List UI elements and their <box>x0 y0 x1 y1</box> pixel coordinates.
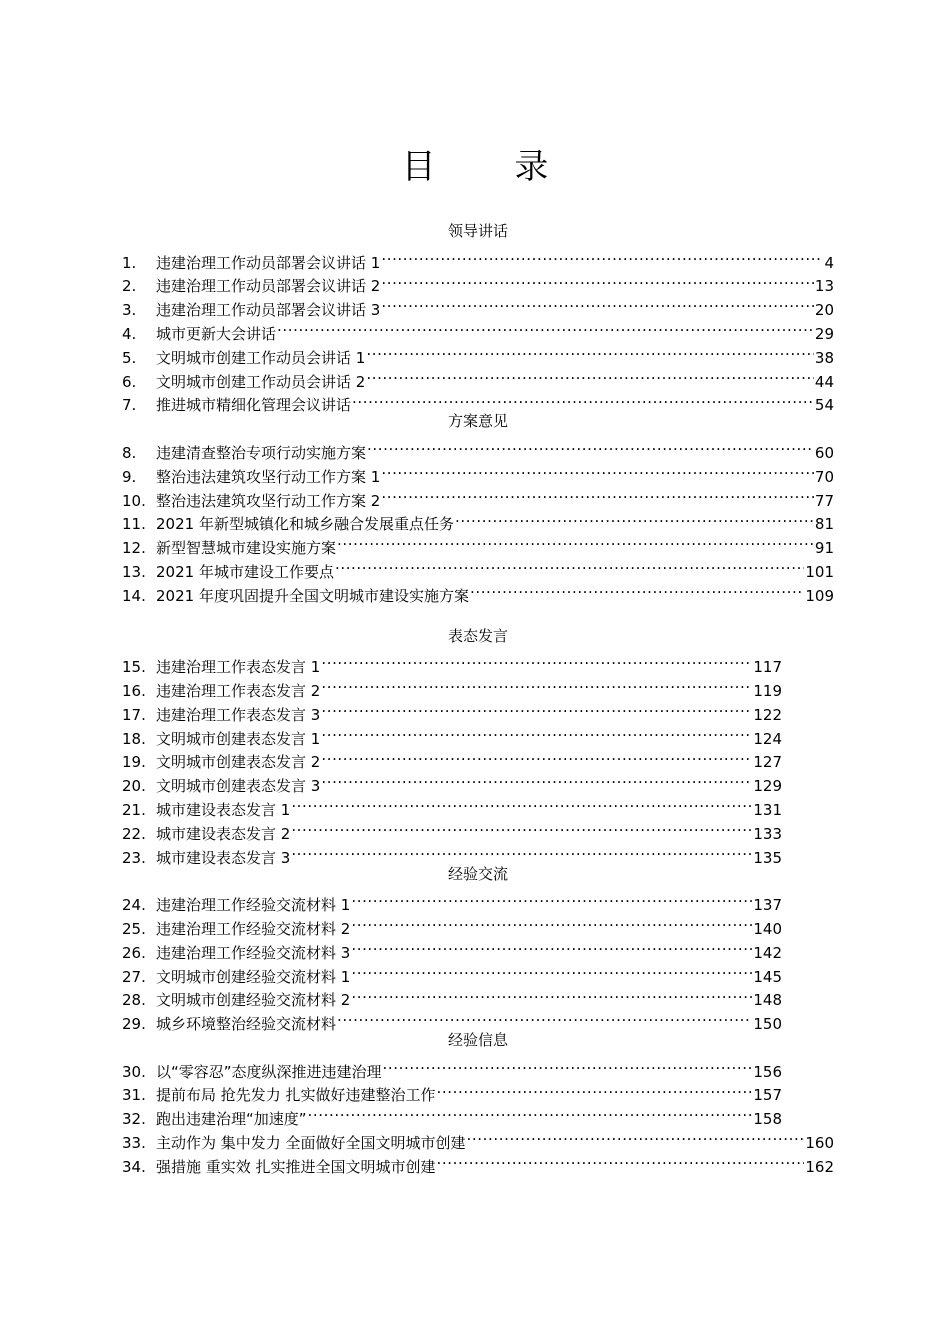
dot-leader <box>367 434 814 458</box>
dot-leader <box>351 958 752 982</box>
section-heading: 方案意见 <box>447 412 508 431</box>
entry-page-number: 13 <box>814 277 834 296</box>
entry-title: 违建治理工作表态发言 1 <box>156 658 321 677</box>
toc-entry[interactable] <box>122 1124 834 1153</box>
toc-entry[interactable] <box>122 553 834 581</box>
entry-title: 违建治理工作经验交流材料 1 <box>156 896 351 915</box>
entry-number: 31. <box>122 1086 146 1105</box>
entry-page-number: 119 <box>753 681 782 700</box>
dot-leader <box>381 458 814 482</box>
toc-entry-list <box>122 1053 834 1176</box>
entry-number: 28. <box>122 991 146 1010</box>
entry-title: 文明城市创建表态发言 2 <box>156 753 321 772</box>
entry-page-number: 81 <box>814 515 834 534</box>
dot-leader <box>321 744 752 768</box>
entry-page-number: 38 <box>814 348 834 367</box>
toc-entry-list <box>122 244 834 415</box>
entry-page-number: 77 <box>814 491 834 510</box>
entry-title: 城市更新大会讲话 <box>156 324 277 343</box>
entry-page-number: 70 <box>814 467 834 486</box>
entry-page-number: 109 <box>805 586 834 605</box>
section-heading: 领导讲话 <box>447 222 508 240</box>
dot-leader <box>437 1148 805 1172</box>
entry-title: 2021 年城市建设工作要点 <box>156 562 334 581</box>
dot-leader <box>335 553 804 577</box>
entry-title: 新型智慧城市建设实施方案 <box>156 539 337 558</box>
dot-leader <box>470 577 804 601</box>
entry-page-number: 142 <box>753 943 782 962</box>
toc-entry-list <box>122 886 834 1034</box>
entry-number: 9. <box>122 467 137 486</box>
toc-entry[interactable] <box>122 244 834 272</box>
entry-page-number: 145 <box>753 967 782 986</box>
entry-number: 5. <box>122 348 137 367</box>
entry-title: 文明城市创建经验交流材料 1 <box>156 967 351 986</box>
toc-entry[interactable] <box>122 886 782 915</box>
entry-title: 城乡环境整治经验交流材料 <box>156 1015 337 1034</box>
toc-entry[interactable] <box>122 529 834 558</box>
entry-title: 文明城市创建经验交流材料 2 <box>156 991 351 1010</box>
entry-number: 11. <box>122 515 146 534</box>
entry-title: 提前布局 抢先发力 扎实做好违建整治工作 <box>156 1086 436 1105</box>
entry-title: 城市建设表态发言 1 <box>156 800 291 819</box>
entry-number: 14. <box>122 586 146 605</box>
toc-entry[interactable] <box>122 1100 782 1129</box>
entry-title: 跑出违建治理“加速度” <box>156 1110 307 1129</box>
toc-entry[interactable] <box>122 458 834 486</box>
entry-title: 违建治理工作表态发言 2 <box>156 681 321 700</box>
toc-entry[interactable] <box>122 767 782 796</box>
dot-leader <box>291 791 752 815</box>
toc-entry[interactable] <box>122 1053 782 1081</box>
entry-page-number: 124 <box>753 729 782 748</box>
entry-number: 16. <box>122 681 146 700</box>
entry-page-number: 127 <box>753 753 782 772</box>
dot-leader <box>337 1005 752 1029</box>
dot-leader <box>381 482 814 506</box>
entry-number: 27. <box>122 967 146 986</box>
dot-leader <box>291 815 752 839</box>
toc-entry[interactable] <box>122 315 834 343</box>
page-title: 目 录 <box>401 147 583 187</box>
toc-entry-list <box>122 434 834 605</box>
entry-title: 整治违法建筑攻坚行动工作方案 1 <box>156 467 381 486</box>
toc-entry[interactable] <box>122 434 834 462</box>
dot-leader <box>381 268 814 292</box>
entry-number: 23. <box>122 848 146 867</box>
entry-title: 文明城市创建表态发言 3 <box>156 777 321 796</box>
entry-title: 违建治理工作动员部署会议讲话 3 <box>156 301 381 320</box>
toc-entry[interactable] <box>122 1077 782 1105</box>
toc-entry[interactable] <box>122 672 782 700</box>
toc-entry[interactable] <box>122 482 834 510</box>
entry-title: 2021 年度巩固提升全国文明城市建设实施方案 <box>156 586 469 605</box>
entry-number: 18. <box>122 729 146 748</box>
toc-entry[interactable] <box>122 791 782 819</box>
toc-entry[interactable] <box>122 1148 834 1176</box>
entry-number: 2. <box>122 277 137 296</box>
entry-number: 29. <box>122 1015 146 1034</box>
toc-entry[interactable] <box>122 696 782 724</box>
entry-title: 违建治理工作经验交流材料 3 <box>156 943 351 962</box>
toc-entry[interactable] <box>122 982 782 1010</box>
entry-number: 8. <box>122 443 137 462</box>
entry-title: 违建治理工作动员部署会议讲话 1 <box>156 253 381 272</box>
dot-leader <box>337 529 814 553</box>
toc-entry[interactable] <box>122 815 782 843</box>
entry-number: 10. <box>122 491 146 510</box>
toc-entry[interactable] <box>122 958 782 986</box>
toc-entry[interactable] <box>122 268 834 296</box>
entry-number: 1. <box>122 253 137 272</box>
entry-title: 文明城市创建表态发言 1 <box>156 729 321 748</box>
dot-leader <box>308 1100 753 1124</box>
entry-page-number: 54 <box>814 396 834 415</box>
entry-number: 32. <box>122 1110 146 1129</box>
section-heading: 经验信息 <box>447 1031 508 1050</box>
entry-number: 13. <box>122 562 146 581</box>
entry-page-number: 122 <box>753 705 782 724</box>
dot-leader <box>351 934 752 958</box>
entry-number: 7. <box>122 396 137 415</box>
entry-number: 30. <box>122 1062 146 1081</box>
entry-title: 城市建设表态发言 2 <box>156 824 291 843</box>
dot-leader <box>291 839 752 863</box>
entry-number: 20. <box>122 777 146 796</box>
toc-entry[interactable] <box>122 934 782 962</box>
section-heading: 表态发言 <box>447 626 508 645</box>
entry-page-number: 101 <box>805 562 834 581</box>
toc-entry[interactable] <box>122 839 782 867</box>
entry-title: 2021 年新型城镇化和城乡融合发展重点任务 <box>156 515 454 534</box>
entry-number: 33. <box>122 1134 146 1153</box>
entry-title: 推进城市精细化管理会议讲话 <box>156 396 352 415</box>
entry-title: 违建清查整治专项行动实施方案 <box>156 443 367 462</box>
toc-entry[interactable] <box>122 744 782 772</box>
entry-page-number: 133 <box>753 824 782 843</box>
entry-page-number: 150 <box>753 1015 782 1034</box>
dot-leader <box>351 886 752 910</box>
entry-page-number: 60 <box>814 443 834 462</box>
entry-page-number: 137 <box>753 896 782 915</box>
entry-page-number: 158 <box>753 1110 782 1129</box>
dot-leader <box>351 910 752 934</box>
entry-page-number: 44 <box>814 372 834 391</box>
dot-leader <box>381 244 823 268</box>
entry-page-number: 91 <box>814 539 834 558</box>
entry-number: 21. <box>122 800 146 819</box>
entry-title: 违建治理工作经验交流材料 2 <box>156 919 351 938</box>
entry-number: 6. <box>122 372 137 391</box>
entry-number: 22. <box>122 824 146 843</box>
entry-page-number: 148 <box>753 991 782 1010</box>
entry-number: 19. <box>122 753 146 772</box>
dot-leader <box>366 339 814 363</box>
entry-number: 17. <box>122 705 146 724</box>
entry-page-number: 160 <box>805 1134 834 1153</box>
entry-number: 15. <box>122 658 146 677</box>
dot-leader <box>321 767 752 791</box>
dot-leader <box>321 720 752 744</box>
entry-title: 整治违法建筑攻坚行动工作方案 2 <box>156 491 381 510</box>
entry-title: 强措施 重实效 扎实推进全国文明城市创建 <box>156 1157 436 1176</box>
entry-number: 3. <box>122 301 137 320</box>
entry-page-number: 4 <box>824 253 834 272</box>
entry-number: 12. <box>122 539 146 558</box>
entry-number: 25. <box>122 919 146 938</box>
entry-number: 24. <box>122 896 146 915</box>
entry-number: 26. <box>122 943 146 962</box>
dot-leader <box>467 1124 805 1148</box>
entry-number: 34. <box>122 1157 146 1176</box>
dot-leader <box>366 363 814 387</box>
toc-entry[interactable] <box>122 910 782 938</box>
toc-entry[interactable] <box>122 387 834 415</box>
table-of-contents <box>122 220 834 1176</box>
toc-entry[interactable] <box>122 363 834 391</box>
toc-entry-list <box>122 648 834 867</box>
entry-page-number: 162 <box>805 1157 834 1176</box>
entry-title: 文明城市创建工作动员会讲话 1 <box>156 348 366 367</box>
dot-leader <box>321 648 752 672</box>
toc-entry[interactable] <box>122 506 834 534</box>
dot-leader <box>321 672 752 696</box>
dot-leader <box>381 291 814 315</box>
toc-entry[interactable] <box>122 339 834 367</box>
entry-title: 违建治理工作表态发言 3 <box>156 705 321 724</box>
entry-page-number: 140 <box>753 919 782 938</box>
dot-leader <box>455 506 814 530</box>
entry-page-number: 156 <box>753 1062 782 1081</box>
toc-entry[interactable] <box>122 1005 782 1034</box>
entry-title: 城市建设表态发言 3 <box>156 848 291 867</box>
entry-page-number: 131 <box>753 800 782 819</box>
entry-page-number: 117 <box>753 658 782 677</box>
dot-leader <box>437 1077 753 1101</box>
entry-number: 4. <box>122 324 137 343</box>
section-heading: 经验交流 <box>447 864 508 883</box>
entry-page-number: 157 <box>753 1086 782 1105</box>
dot-leader <box>383 1053 753 1077</box>
entry-page-number: 20 <box>814 301 834 320</box>
toc-entry[interactable] <box>122 720 782 748</box>
toc-entry[interactable] <box>122 291 834 320</box>
entry-title: 以“零容忍”态度纵深推进违建治理 <box>156 1062 382 1081</box>
entry-page-number: 29 <box>814 324 834 343</box>
entry-title: 主动作为 集中发力 全面做好全国文明城市创建 <box>156 1134 466 1153</box>
dot-leader <box>352 387 814 411</box>
dot-leader <box>351 982 752 1006</box>
dot-leader <box>321 696 752 720</box>
toc-entry[interactable] <box>122 577 834 605</box>
entry-title: 违建治理工作动员部署会议讲话 2 <box>156 277 381 296</box>
entry-page-number: 129 <box>753 777 782 796</box>
toc-entry[interactable] <box>122 648 782 677</box>
entry-page-number: 135 <box>753 848 782 867</box>
dot-leader <box>277 315 814 339</box>
entry-title: 文明城市创建工作动员会讲话 2 <box>156 372 366 391</box>
